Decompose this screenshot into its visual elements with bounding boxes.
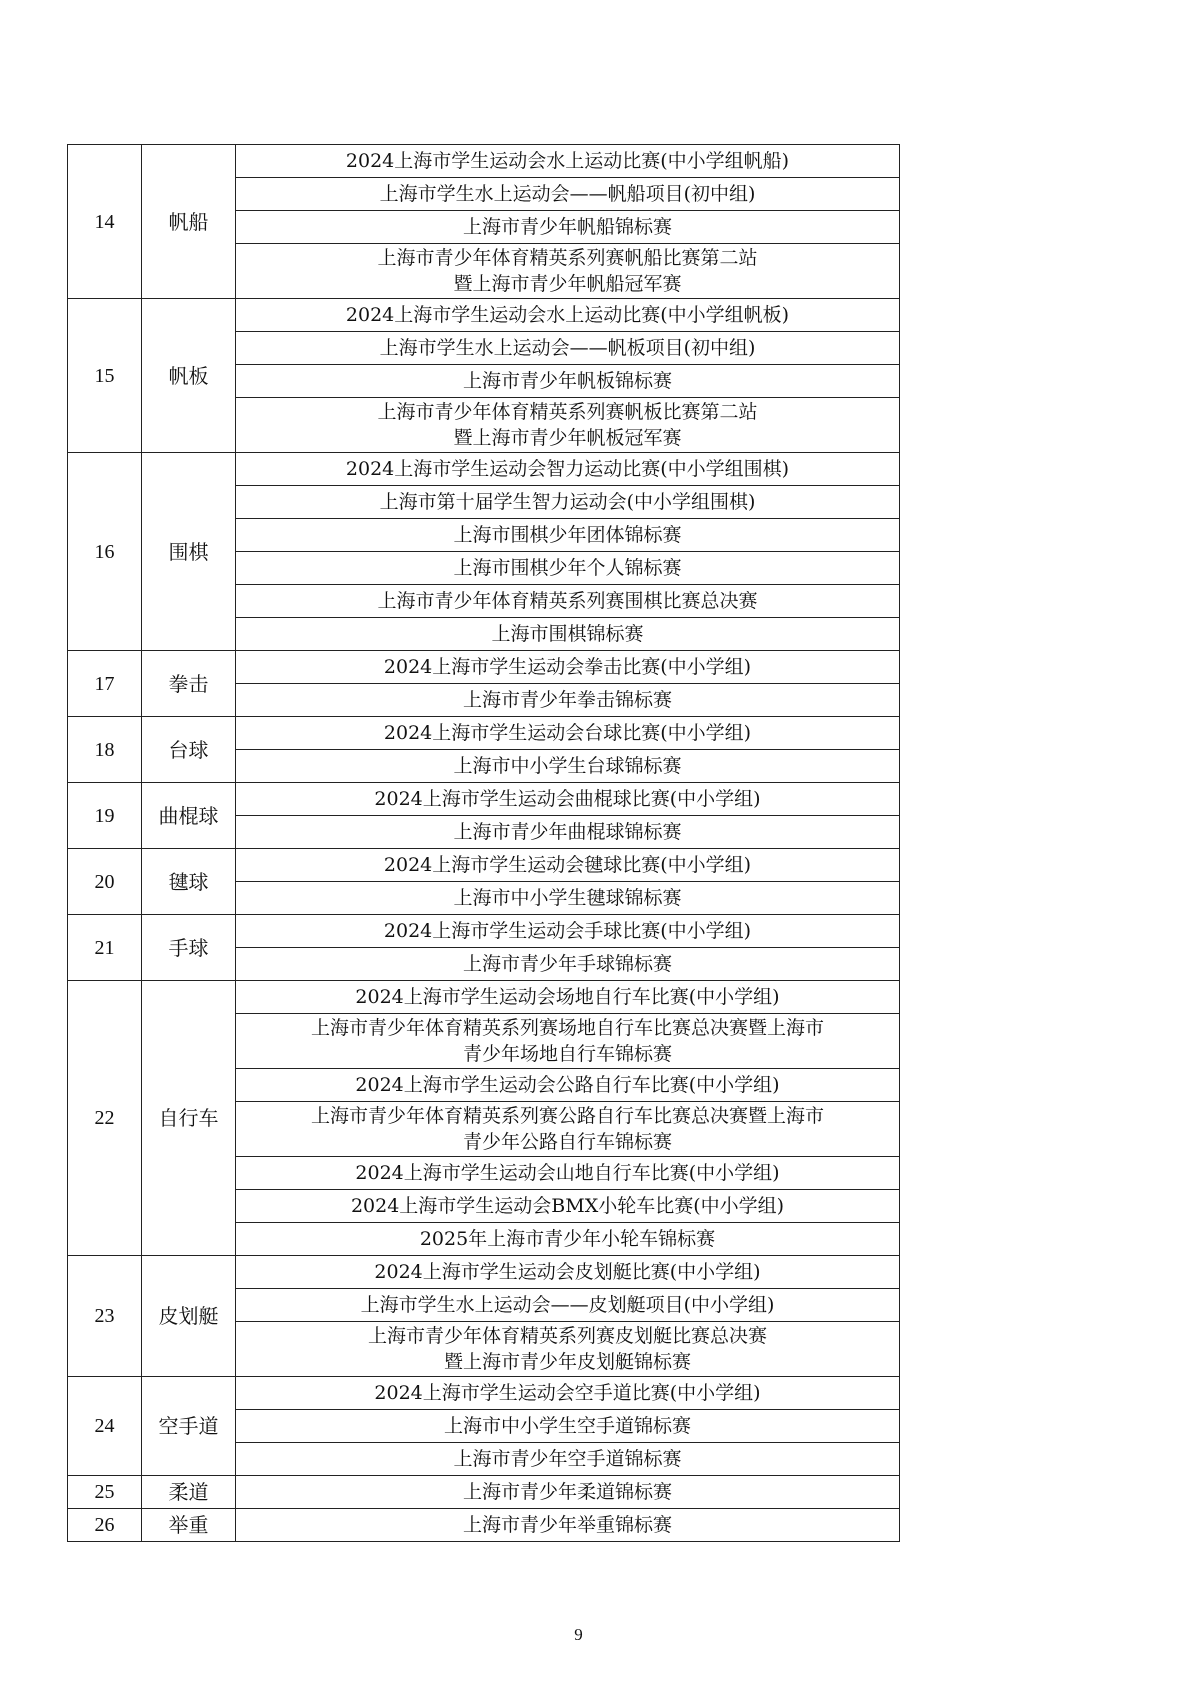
event-name: 上海市学生水上运动会——帆板项目(初中组) [236,332,900,365]
events-table-body [68,145,900,1542]
table-row [68,651,900,684]
row-number: 16 [68,453,142,651]
table-row [68,1509,900,1542]
row-number: 26 [68,1509,142,1542]
event-name: 上海市青少年体育精英系列赛场地自行车比赛总决赛暨上海市 青少年场地自行车锦标赛 [236,1014,900,1069]
event-name: 2024上海市学生运动会曲棍球比赛(中小学组) [236,783,900,816]
table-row [68,299,900,332]
event-name: 上海市青少年曲棍球锦标赛 [236,816,900,849]
row-number: 25 [68,1476,142,1509]
event-name: 2024上海市学生运动会水上运动比赛(中小学组帆船) [236,145,900,178]
sport-name: 台球 [142,717,236,783]
event-name: 上海市中小学生空手道锦标赛 [236,1410,900,1443]
event-name: 上海市青少年体育精英系列赛围棋比赛总决赛 [236,585,900,618]
table-row [68,915,900,948]
row-number: 17 [68,651,142,717]
event-name: 上海市青少年体育精英系列赛公路自行车比赛总决赛暨上海市 青少年公路自行车锦标赛 [236,1102,900,1157]
row-number: 24 [68,1377,142,1476]
event-name: 上海市青少年空手道锦标赛 [236,1443,900,1476]
event-name: 2024上海市学生运动会水上运动比赛(中小学组帆板) [236,299,900,332]
row-number: 18 [68,717,142,783]
event-name: 上海市青少年举重锦标赛 [236,1509,900,1542]
event-name: 上海市青少年柔道锦标赛 [236,1476,900,1509]
event-name: 上海市中小学生台球锦标赛 [236,750,900,783]
sport-name: 毽球 [142,849,236,915]
sport-name: 柔道 [142,1476,236,1509]
row-number: 20 [68,849,142,915]
event-name: 2025年上海市青少年小轮车锦标赛 [236,1223,900,1256]
table-row [68,1256,900,1289]
event-name: 上海市围棋少年团体锦标赛 [236,519,900,552]
event-name: 上海市青少年手球锦标赛 [236,948,900,981]
event-name: 2024上海市学生运动会山地自行车比赛(中小学组) [236,1157,900,1190]
sport-name: 帆板 [142,299,236,453]
event-name: 2024上海市学生运动会皮划艇比赛(中小学组) [236,1256,900,1289]
event-name: 2024上海市学生运动会手球比赛(中小学组) [236,915,900,948]
sport-name: 曲棍球 [142,783,236,849]
event-name: 上海市青少年体育精英系列赛帆船比赛第二站 暨上海市青少年帆船冠军赛 [236,244,900,299]
event-name: 2024上海市学生运动会拳击比赛(中小学组) [236,651,900,684]
event-name: 2024上海市学生运动会场地自行车比赛(中小学组) [236,981,900,1014]
event-name: 上海市青少年体育精英系列赛帆板比赛第二站 暨上海市青少年帆板冠军赛 [236,398,900,453]
row-number: 15 [68,299,142,453]
event-name: 上海市青少年帆船锦标赛 [236,211,900,244]
sport-name: 空手道 [142,1377,236,1476]
event-name: 上海市青少年帆板锦标赛 [236,365,900,398]
event-name: 上海市学生水上运动会——皮划艇项目(中小学组) [236,1289,900,1322]
event-name: 2024上海市学生运动会公路自行车比赛(中小学组) [236,1069,900,1102]
row-number: 23 [68,1256,142,1377]
event-name: 上海市围棋少年个人锦标赛 [236,552,900,585]
sport-name: 围棋 [142,453,236,651]
page-number: 9 [574,1625,583,1644]
event-name: 2024上海市学生运动会智力运动比赛(中小学组围棋) [236,453,900,486]
event-name: 上海市学生水上运动会——帆船项目(初中组) [236,178,900,211]
table-row [68,1377,900,1410]
sport-name: 手球 [142,915,236,981]
event-name: 2024上海市学生运动会空手道比赛(中小学组) [236,1377,900,1410]
event-name: 2024上海市学生运动会毽球比赛(中小学组) [236,849,900,882]
row-number: 21 [68,915,142,981]
table-row [68,849,900,882]
event-name: 上海市第十届学生智力运动会(中小学组围棋) [236,486,900,519]
sport-name: 拳击 [142,651,236,717]
table-row [68,717,900,750]
events-table [67,144,900,1542]
row-number: 14 [68,145,142,299]
table-row [68,453,900,486]
table-row [68,1476,900,1509]
event-name: 上海市中小学生毽球锦标赛 [236,882,900,915]
sport-name: 帆船 [142,145,236,299]
event-name: 2024上海市学生运动会台球比赛(中小学组) [236,717,900,750]
row-number: 22 [68,981,142,1256]
table-row [68,145,900,178]
sport-name: 举重 [142,1509,236,1542]
event-name: 上海市青少年体育精英系列赛皮划艇比赛总决赛 暨上海市青少年皮划艇锦标赛 [236,1322,900,1377]
sport-name: 自行车 [142,981,236,1256]
table-row [68,783,900,816]
event-name: 2024上海市学生运动会BMX小轮车比赛(中小学组) [236,1190,900,1223]
row-number: 19 [68,783,142,849]
event-name: 上海市青少年拳击锦标赛 [236,684,900,717]
event-name: 上海市围棋锦标赛 [236,618,900,651]
sport-name: 皮划艇 [142,1256,236,1377]
table-row [68,981,900,1014]
